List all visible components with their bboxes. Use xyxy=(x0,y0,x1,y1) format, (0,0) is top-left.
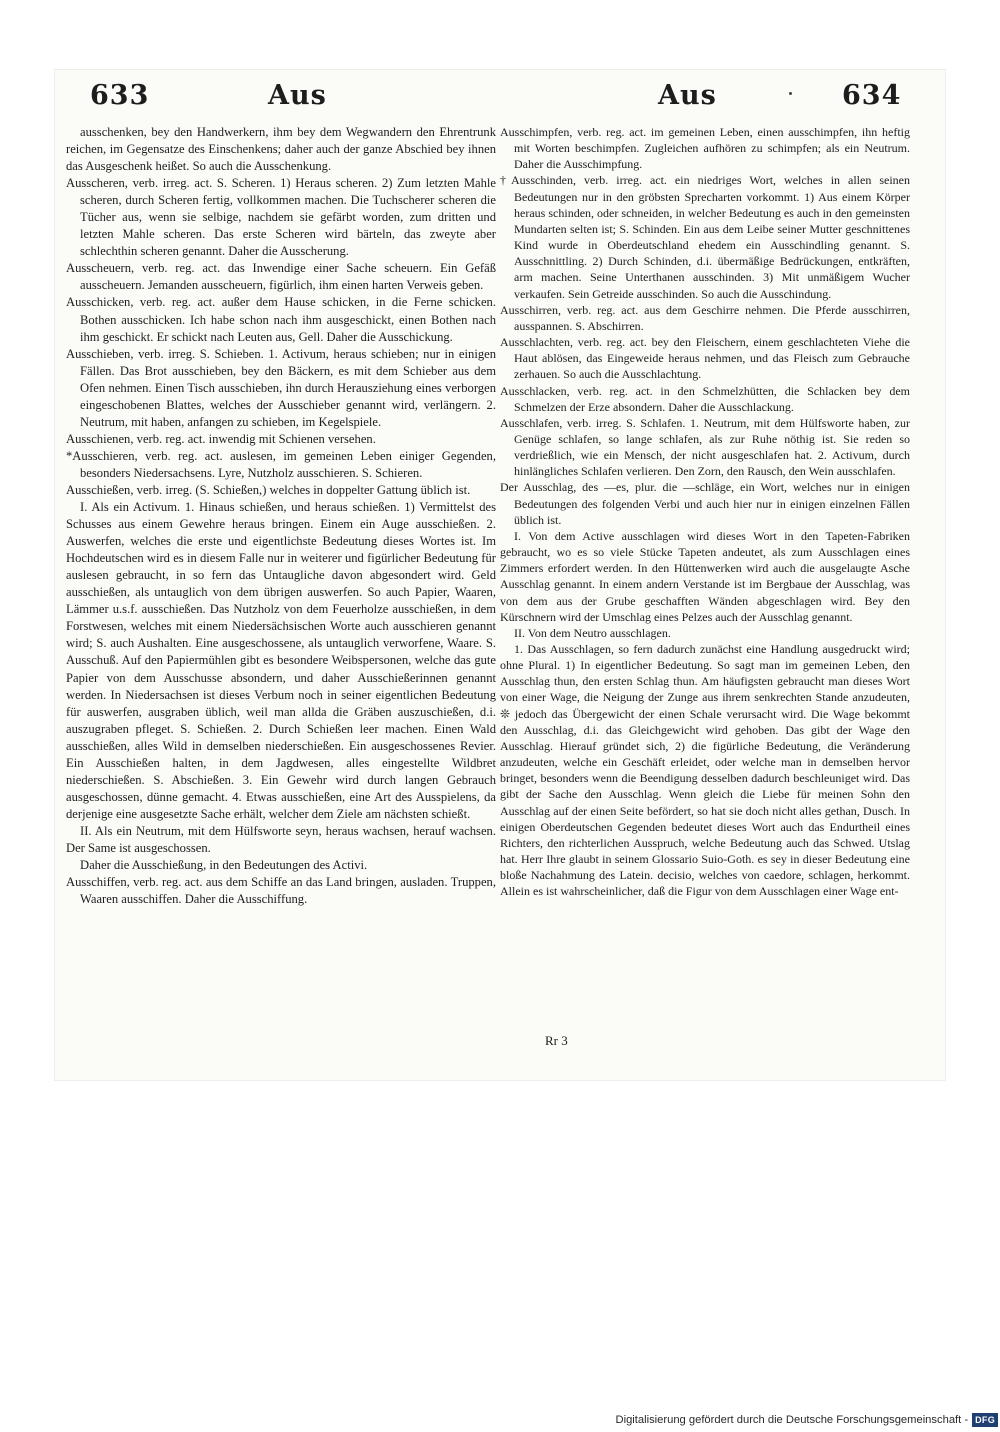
dictionary-entry: Ausschieben, verb. irreg. S. Schieben. 1. Activum, heraus schieben; nur in einigen Fällen. Das Brot ausschieben, bey den Bäckern, es mit dem Schieber aus dem Ofen nehmen. Einen Tisch ausschieben, ihn durch Herausziehung eines verborgen eingeschobenen Blattes, welches der Ausschieber genannt wird, verlängern. 2. Neutrum, mit haben, anfangen zu schieben, im Kegelspiele. xyxy=(66,346,496,429)
print-speck xyxy=(789,92,792,95)
dictionary-entry: Ausscheren, verb. irreg. act. S. Scheren. 1) Heraus scheren. 2) Zum letzten Mahle scheren, durch Scheren fertig, vollkommen machen. Die Tuchscherer scheren die Tücher aus, wenn sie selbige, nachdem sie gefärbt worden, zum dritten und letzten Mahle scheren. Das erste Scheren wird bärteln, das zweyte aber schlechthin scheren genannt. Daher die Ausscherung. xyxy=(66,176,496,259)
paragraph: I. Als ein Activum. 1. Hinaus schießen, und heraus schießen. 1) Vermittelst des Schusses aus einem Gewehre heraus bringen. Einem ein Auge ausschießen. 2. Auswerfen, welches die erste und eigentlichste Bedeutung dieses Wortes ist. Im Hochdeutschen wird es in diesem Falle nur in weiterer und figürlicher Bedeutung für auslesen gebraucht, in so fern das Untaugliche davon abgesondert wird. Geld ausschießen, als untauglich von dem übrigen auswerfen. So auch Papier, Waaren, Lämmer u.s.f. ausschießen. Das Nutzholz von dem Feuerholze ausschießen, in dem Forstwesen, welches mit einem Niedersächsischen Worte auch ausschieren genannt wird; S. auch Aushalten. Eine ausgeschossene, als untauglich verworfene, Waare. S. Ausschuß. Auf den Papiermühlen gibt es besondere Weibspersonen, welche das gute Papier von dem Ausschusse absondern, und daher Ausschießerinnen genannt werden. In Niedersachsen ist dieses Verbum noch in seiner eigentlichen Bedeutung für auswerfen, ausgraben üblich, weil man allda die Gräben auszuschießen, d.i. auszugraben pfleget. S. Schießen. 2. Durch Schießen leer machen. Einen Wald ausschießen, alles Wild in demselben niederschießen. Ein ausgeschossenes Revier. Ein Ausschießen halten, in dem Jagdwesen, alles eingestellte Wildbret niederschießen. S. Abschießen. 3. Ein Gewehr wird durch langen Gebrauch ausgeschossen, dünne gemacht. 4. Etwas ausschießen, eine Art des Ausspielens, da derjenige eine ausgesetzte Sache erhält, welcher dem Ziele am nächsten schießt. xyxy=(66,500,496,821)
dictionary-entry: Ausschimpfen, verb. reg. act. im gemeinen Leben, einen ausschimpfen, ihn heftig mit Worten beschimpfen. Zugleichen aufhören zu schimpfen; als ein Neutrum. Daher die Ausschimpfung. xyxy=(500,125,910,172)
dictionary-entry: Ausschienen, verb. reg. act. inwendig mit Schienen versehen. xyxy=(66,431,376,446)
digitization-credit xyxy=(610,1412,998,1428)
paragraph: I. Von dem Active ausschlagen wird dieses Wort in den Tapeten-Fabriken gebraucht, wo es so viele Stücke Tapeten andeutet, als zum Ausschlagen eines Zimmers erfordert werden. In den Hüttenwerken wird auch die ausgelaugte Asche Ausschlag genannt. In einem andern Verstande ist im Bergbaue der Ausschlag, was von dem aus der Grube geschafften Wänden abgeschlagen wird. Bey den Kürschnern wird der Umschlag eines Pelzes auch der Ausschlag genannt. xyxy=(500,528,910,624)
dictionary-entry: Ausschiffen, verb. reg. act. aus dem Schiffe an das Land bringen, ausladen. Truppen, Waaren ausschiffen. Daher die Ausschiffung. xyxy=(66,875,496,907)
right-page-number: 634 xyxy=(842,80,902,111)
dictionary-entry: Ausschlafen, verb. irreg. S. Schlafen. 1. Neutrum, mit dem Hülfsworte haben, zur Genüge schlafen, so lange schlafen, als zur Ruhe nöthig ist. Sie reden so verdrießlich, wie ein Mensch, der nicht ausgeschlafen hat. 2. Activum, durch hinlängliches Schlafen verlieren. Den Zorn, den Rausch, den Wein ausschlafen. xyxy=(500,415,910,479)
dictionary-entry: Ausschießen, verb. irreg. (S. Schießen,) welches in doppelter Gattung üblich ist. xyxy=(66,482,471,497)
dictionary-entry: Ausschlacken, verb. reg. act. in den Schmelzhütten, die Schlacken bey dem Schmelzen der Erze absondern. Daher die Ausschlackung. xyxy=(500,383,910,414)
paragraph: ausschenken, bey den Handwerkern, ihm bey dem Wegwandern den Ehrentrunk reichen, im Gegensatze des Einschenkens; daher auch der ganze Abschied bey ihnen das Ausgeschenk heißet. So auch die Ausschenkung. xyxy=(66,125,496,174)
paragraph: II. Von dem Neutro ausschlagen. xyxy=(514,625,671,640)
dictionary-entry: Ausscheuern, verb. reg. act. das Inwendige einer Sache scheuern. Ein Gefäß ausscheuern. Jemanden ausscheuern, figürlich, ihm einen harten Verweis geben. xyxy=(66,261,496,293)
signature-mark: Rr 3 xyxy=(545,1033,568,1048)
dictionary-entry: Ausschlachten, verb. reg. act. bey den Fleischern, einem geschlachteten Viehe die Haut ablösen, das Eingeweide heraus nehmen, und das Fleisch zum Gebrauche zerhauen. So auch die Ausschlachtung. xyxy=(500,335,910,382)
dictionary-entry: Ausschirren, verb. reg. act. aus dem Geschirre nehmen. Die Pferde ausschirren, ausspannen. S. Abschirren. xyxy=(500,302,910,333)
dictionary-entry: †Ausschinden, verb. irreg. act. ein niedriges Wort, welches in allen seinen Bedeutungen nur in den gröbsten Sprecharten vorkommt. 1) Aus einem Körper heraus schinden, oder schneiden, in welcher Bedeutung es auch in den gemeinsten Mundarten selten ist; S. Schinden. Ein aus dem Leibe seiner Mutter geschnittenes Kind wurde in Oberdeutschland ehedem ein Ausschindling genannt. S. Ausschnittling. 2) Durch Schinden, d.i. übermäßige Bedrückungen, entkräften, arm machen. Seine Unterthanen ausschinden. 3) Mit unmäßigem Wucher verkaufen. Sein Getreide ausschinden. So auch die Ausschindung. xyxy=(500,173,910,301)
paragraph: 1. Das Ausschlagen, so fern dadurch zunächst eine Handlung ausgedruckt wird; ohne Plural. 1) In eigentlicher Bedeutung. So sagt man im gemeinen Leben, den Ausschlag thun, den ersten Schlag thun. Am häufigsten gebraucht man dieses Wort von einer Wage, die Neigung der Zunge aus ihrem senkrechten Stande anzudeuten, ❊ jedoch das Übergewicht der einen Schale verursacht wird. Die Wage bekommt den Ausschlag, d.i. das Gleichgewicht wird gehoben. Das gibt der Wage den Ausschlag. Hierauf gründet sich, 2) die figürliche Bedeutung, die Veränderung anzudeuten, welche ein Geschäft erleidet, oder welche man in demselben hervor bringet, besonders wenn die Beendigung desselben dadurch beschleuniget wird. Das gibt der Sache den Ausschlag. Wenn gleich die Liebe für meinen Sohn den Ausschlag auf der einen Seite befördert, so hat sie doch nicht alles gethan, Dusch. In einigen Oberdeutschen Gegenden bedeutet dieses Wort auch das Endurtheil eines Richters, den richterlichen Ausspruch, welche Bedeutung auch das Schwed. Utslag hat. Herr Ihre glaubt in seinem Glossario Suio-Goth. es sey in dieser Bedeutung eine bloße Nachahmung des Latein. decisio, welches von caedore, schlagen, herkommt. Allein es ist wahrscheinlicher, daß die Figur von dem Ausschlagen einer Wage ent- xyxy=(500,642,910,899)
left-page-number: 633 xyxy=(90,80,150,111)
right-column xyxy=(500,124,910,900)
left-column xyxy=(66,124,496,908)
dictionary-entry: Ausschicken, verb. reg. act. außer dem Hause schicken, in die Ferne schicken. Bothen ausschicken. Ich habe schon nach ihm ausgeschickt, einen Bothen nach ihm geschickt. Er schickt nach Leuten aus, Gell. Daher die Ausschickung. xyxy=(66,295,496,344)
credit-text: Digitalisierung gefördert durch die Deutsche Forschungsgemeinschaft - xyxy=(615,1414,969,1426)
paragraph: II. Als ein Neutrum, mit dem Hülfsworte seyn, heraus wachsen, herauf wachsen. Der Same ist ausgeschossen. xyxy=(66,823,496,855)
dictionary-entry: *Ausschieren, verb. reg. act. auslesen, im gemeinen Leben einiger Gegenden, besonders Niedersachsens. Lyre, Nutzholz ausschieren. S. Schieren. xyxy=(66,448,496,480)
dictionary-entry: Der Ausschlag, des —es, plur. die —schläge, ein Wort, welches nur in einigen Bedeutungen des folgenden Verbi und auch hier nur in einigen einzelnen Fällen üblich ist. xyxy=(500,480,910,527)
dfg-logo: DFG xyxy=(972,1413,998,1427)
right-running-head: Aus xyxy=(658,80,717,111)
paragraph: Daher die Ausschießung, in den Bedeutungen des Activi. xyxy=(80,858,368,873)
left-running-head: Aus xyxy=(268,80,327,111)
